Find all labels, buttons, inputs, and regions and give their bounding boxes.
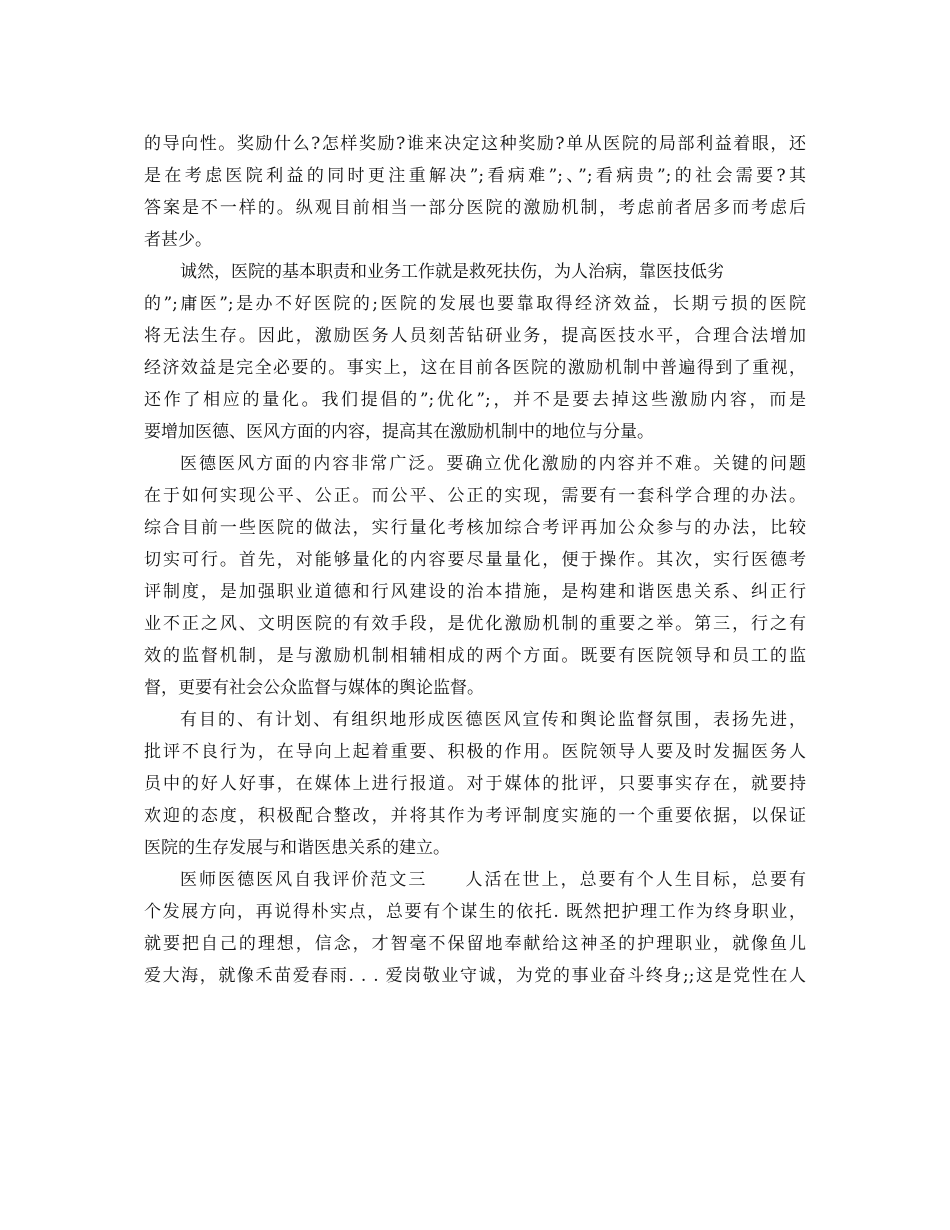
text-line: 答案是不一样的。纵观目前相当一部分医院的激励机制，考虑前者居多而考虑后 <box>144 198 806 218</box>
text-line: 欢迎的态度，积极配合整改，并将其作为考评制度实施的一个重要依据，以保证 <box>144 806 806 826</box>
text-line: 要增加医德、医风方面的内容，提高其在激励机制中的地位与分量。 <box>144 422 654 442</box>
text-line: 医师医德医风自我评价范文三 人活在世上，总要有个人生目标，总要有 <box>180 870 806 890</box>
text-line: 就要把自己的理想，信念，才智毫不保留地奉献给这神圣的护理职业，就像鱼儿 <box>144 934 806 954</box>
text-line: 批评不良行为，在导向上起着重要、积极的作用。医院领导人要及时发掘医务人 <box>144 742 806 762</box>
text-line: 的”;庸医”;是办不好医院的;医院的发展也要靠取得经济效益，长期亏损的医院 <box>144 294 806 314</box>
text-line: 是在考虑医院利益的同时更注重解决”;看病难”;、”;看病贵”;的社会需要?其 <box>144 166 806 186</box>
text-line: 诚然，医院的基本职责和业务工作就是救死扶伤，为人治病，靠医技低劣 <box>180 262 724 282</box>
document-body <box>144 128 806 992</box>
text-line: 爱大海，就像禾苗爱春雨. . . 爱岗敬业守诚，为党的事业奋斗终身;;这是党性在人 <box>144 966 806 986</box>
text-line: 督，更要有社会公众监督与媒体的舆论监督。 <box>144 678 484 698</box>
text-line: 个发展方向，再说得朴实点，总要有个谋生的依托. 既然把护理工作为终身职业， <box>144 902 806 922</box>
text-line: 业不正之风、文明医院的有效手段，是优化激励机制的重要之举。第三，行之有 <box>144 614 806 634</box>
text-line: 经济效益是完全必要的。事实上，这在目前各医院的激励机制中普遍得到了重视， <box>144 358 806 378</box>
text-line: 切实可行。首先，对能够量化的内容要尽量量化，便于操作。其次，实行医德考 <box>144 550 806 570</box>
document-page <box>144 128 806 992</box>
text-line: 综合目前一些医院的做法，实行量化考核加综合考评再加公众参与的办法，比较 <box>144 518 806 538</box>
text-line: 效的监督机制，是与激励机制相辅相成的两个方面。既要有医院领导和员工的监 <box>144 646 806 666</box>
text-line: 有目的、有计划、有组织地形成医德医风宣传和舆论监督氛围，表扬先进， <box>180 710 806 730</box>
text-line: 评制度，是加强职业道德和行风建设的治本措施，是构建和谐医患关系、纠正行 <box>144 582 806 602</box>
text-line: 的导向性。奖励什么?怎样奖励?谁来决定这种奖励?单从医院的局部利益着眼，还 <box>144 134 806 154</box>
text-line: 医院的生存发展与和谐医患关系的建立。 <box>144 838 450 858</box>
text-line: 者甚少。 <box>144 230 212 250</box>
text-line: 医德医风方面的内容非常广泛。要确立优化激励的内容并不难。关键的问题 <box>180 454 806 474</box>
text-line: 员中的好人好事，在媒体上进行报道。对于媒体的批评，只要事实存在，就要持 <box>144 774 806 794</box>
text-line: 将无法生存。因此，激励医务人员刻苦钻研业务，提高医技水平，合理合法增加 <box>144 326 806 346</box>
text-line: 在于如何实现公平、公正。而公平、公正的实现，需要有一套科学合理的办法。 <box>144 486 806 506</box>
text-line: 还作了相应的量化。我们提倡的”;优化”;，并不是要去掉这些激励内容，而是 <box>144 390 806 410</box>
